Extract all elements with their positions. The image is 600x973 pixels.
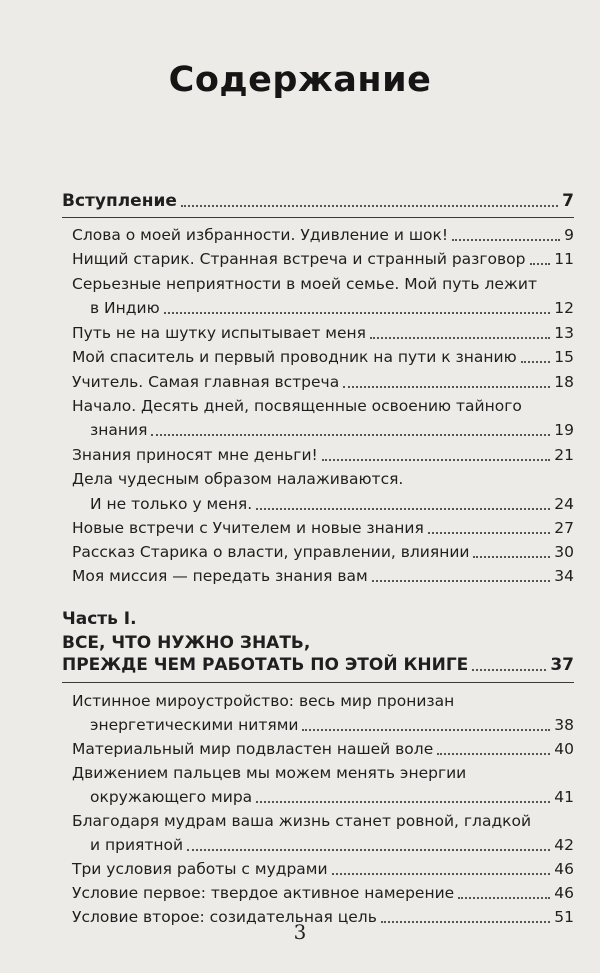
toc-entry-label: Учитель. Самая главная встреча bbox=[72, 373, 340, 391]
leader-dots bbox=[521, 360, 551, 363]
toc-entry-label-cont: знания bbox=[90, 421, 148, 439]
toc-entry-page: 21 bbox=[554, 446, 574, 464]
toc-entry-page: 38 bbox=[554, 716, 574, 734]
toc-heading-label: Вступление bbox=[62, 191, 177, 211]
leader-dots bbox=[452, 238, 560, 241]
toc-entry-page: 13 bbox=[554, 324, 574, 342]
leader-dots bbox=[181, 204, 558, 207]
page-title: Содержание bbox=[168, 60, 432, 100]
leader-dots bbox=[332, 872, 551, 875]
toc-entry[interactable] bbox=[72, 541, 574, 563]
toc-entry-page: 9 bbox=[564, 226, 574, 244]
toc-entry-label: Путь не на шутку испытывает меня bbox=[72, 324, 366, 342]
toc-heading-intro[interactable] bbox=[62, 190, 574, 212]
toc-entry-label[interactable]: Начало. Десять дней, посвященные освоению тайного bbox=[72, 397, 522, 415]
leader-dots bbox=[302, 728, 550, 731]
leader-dots bbox=[437, 752, 550, 755]
toc-entry-label-cont: И не только у меня. bbox=[90, 495, 253, 513]
toc-entry-page: 30 bbox=[554, 543, 574, 561]
toc-entry-page: 42 bbox=[554, 836, 574, 854]
leader-dots bbox=[322, 458, 551, 461]
section-rule bbox=[62, 217, 574, 218]
toc-entry[interactable] bbox=[72, 371, 574, 393]
toc-entry[interactable] bbox=[72, 444, 574, 466]
toc-entry-label: Условие первое: твердое активное намерение bbox=[72, 884, 455, 902]
toc-entry[interactable] bbox=[72, 738, 574, 760]
leader-dots bbox=[472, 668, 546, 671]
toc-entry[interactable] bbox=[72, 297, 574, 319]
toc-entry[interactable] bbox=[72, 419, 574, 441]
toc-entry-label: Нищий старик. Странная встреча и странный разговор bbox=[72, 250, 526, 268]
toc-entry-label: Три условия работы с мудрами bbox=[72, 860, 328, 878]
toc-entry[interactable] bbox=[72, 248, 574, 270]
leader-dots bbox=[458, 896, 550, 899]
toc-entry-label: Моя миссия — передать знания вам bbox=[72, 567, 368, 585]
toc-entry-label-cont: окружающего мира bbox=[90, 788, 253, 806]
part-title-line: ВСЕ, ЧТО НУЖНО ЗНАТЬ, bbox=[62, 633, 311, 653]
toc-entry[interactable] bbox=[72, 858, 574, 880]
leader-dots bbox=[372, 579, 551, 582]
toc-entry[interactable] bbox=[72, 517, 574, 539]
toc-entry[interactable] bbox=[72, 565, 574, 587]
toc-entry-page: 12 bbox=[554, 299, 574, 317]
toc-heading-part1[interactable] bbox=[62, 654, 574, 676]
toc-entry-page: 46 bbox=[554, 860, 574, 878]
toc-entry-page: 19 bbox=[554, 421, 574, 439]
toc-entry[interactable] bbox=[72, 322, 574, 344]
page-number: 3 bbox=[293, 920, 307, 944]
toc-entry[interactable] bbox=[72, 493, 574, 515]
toc-entry-page: 46 bbox=[554, 884, 574, 902]
toc-entry-label-cont: энергетическими нитями bbox=[90, 716, 299, 734]
toc-entry[interactable] bbox=[72, 224, 574, 246]
section-rule bbox=[62, 682, 574, 683]
toc-entry[interactable] bbox=[72, 346, 574, 368]
part-label: Часть I. bbox=[62, 609, 137, 629]
toc-entry-page: 27 bbox=[554, 519, 574, 537]
toc-entry-page: 51 bbox=[554, 908, 574, 926]
part-title-line: ПРЕЖДЕ ЧЕМ РАБОТАТЬ ПО ЭТОЙ КНИГЕ bbox=[62, 655, 469, 675]
toc-entry-page: 40 bbox=[554, 740, 574, 758]
leader-dots bbox=[256, 507, 550, 510]
leader-dots bbox=[428, 531, 550, 534]
toc-entry-label: Условие второе: созидательная цель bbox=[72, 908, 377, 926]
leader-dots bbox=[530, 262, 551, 265]
toc-entry-label[interactable]: Благодаря мудрам ваша жизнь станет ровной, гладкой bbox=[72, 812, 532, 830]
toc-entry-label[interactable]: Истинное мироустройство: весь мир пронизан bbox=[72, 692, 455, 710]
leader-dots bbox=[343, 385, 550, 388]
toc-entry-page: 24 bbox=[554, 495, 574, 513]
toc-entry-page: 18 bbox=[554, 373, 574, 391]
toc-entry[interactable] bbox=[72, 882, 574, 904]
toc-entry-label: Новые встречи с Учителем и новые знания bbox=[72, 519, 424, 537]
leader-dots bbox=[151, 433, 550, 436]
toc-heading-page: 37 bbox=[550, 655, 574, 675]
toc-entry[interactable] bbox=[72, 714, 574, 736]
toc-entry-page: 11 bbox=[554, 250, 574, 268]
toc-heading-page: 7 bbox=[562, 191, 574, 211]
toc-entry-page: 41 bbox=[554, 788, 574, 806]
toc-entry-label: Рассказ Старика о власти, управлении, влиянии bbox=[72, 543, 470, 561]
toc-entry-label: Знания приносят мне деньги! bbox=[72, 446, 318, 464]
toc-entry-page: 34 bbox=[554, 567, 574, 585]
toc-entry-page: 15 bbox=[554, 348, 574, 366]
toc-entry-label: Слова о моей избранности. Удивление и шок! bbox=[72, 226, 449, 244]
toc-entry-label: Мой спаситель и первый проводник на пути к знанию bbox=[72, 348, 517, 366]
toc-entry-label-cont: и приятной bbox=[90, 836, 184, 854]
toc-entry-label[interactable]: Серьезные неприятности в моей семье. Мой путь лежит bbox=[72, 275, 537, 293]
toc-entry-label[interactable]: Движением пальцев мы можем менять энергии bbox=[72, 764, 467, 782]
toc-entry-label: Материальный мир подвластен нашей воле bbox=[72, 740, 434, 758]
leader-dots bbox=[473, 555, 550, 558]
leader-dots bbox=[256, 800, 550, 803]
toc-entry-label-cont: в Индию bbox=[90, 299, 160, 317]
leader-dots bbox=[187, 848, 550, 851]
toc-entry[interactable] bbox=[72, 834, 574, 856]
toc-entry-label[interactable]: Дела чудесным образом налаживаются. bbox=[72, 470, 404, 488]
leader-dots bbox=[370, 336, 550, 339]
toc-entry[interactable] bbox=[72, 786, 574, 808]
leader-dots bbox=[164, 311, 551, 314]
